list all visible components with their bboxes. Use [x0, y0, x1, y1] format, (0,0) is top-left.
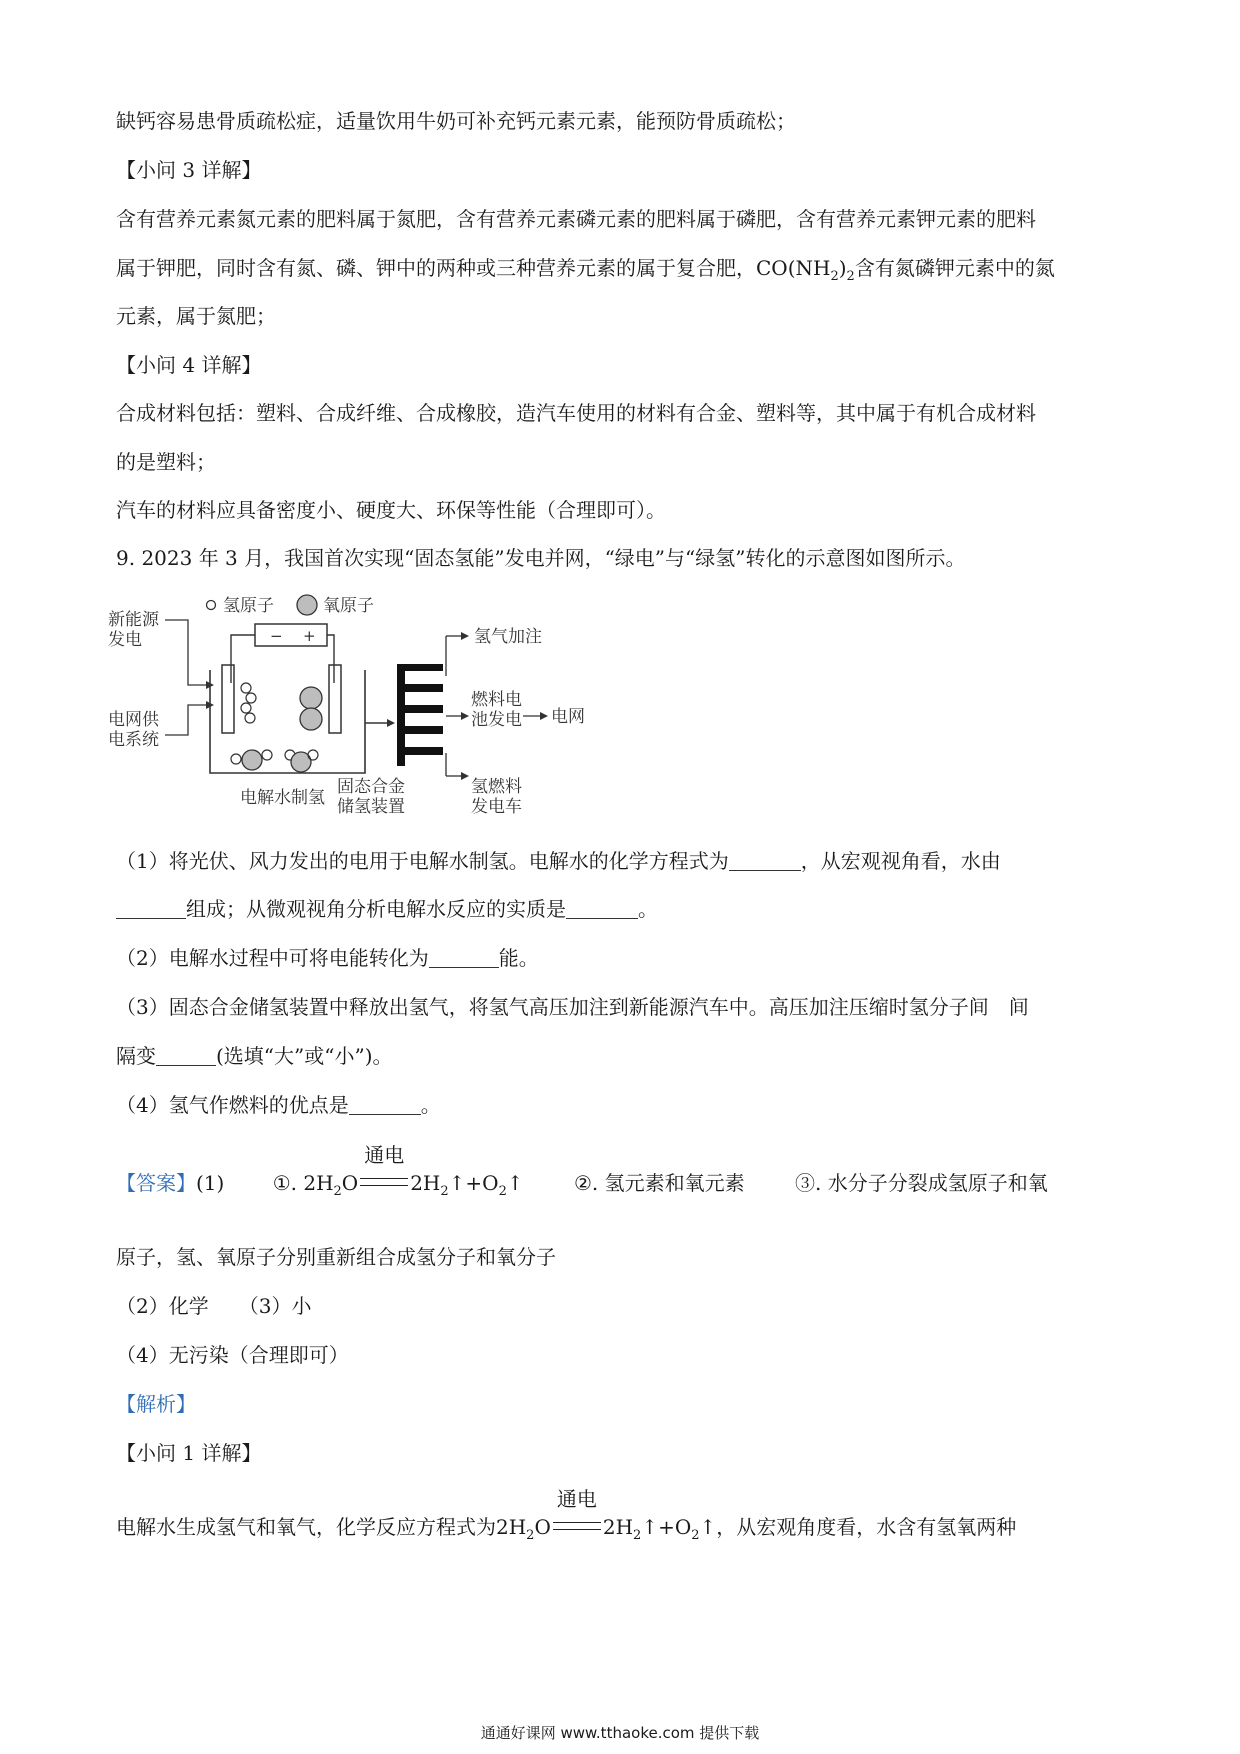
storage-device: [337, 664, 443, 817]
output-refueling: 氢气加注: [474, 627, 542, 647]
anode: [329, 665, 341, 733]
footer-credit: 通通好课网 www.tthaoke.com 提供下载: [480, 1724, 760, 1742]
answer-blank: [116, 898, 186, 919]
paragraph-fertilizer-1: 含有营养元素氮元素的肥料属于氮肥，含有营养元素磷元素的肥料属于磷肥，含有营养元素钾元素的肥料: [116, 207, 1036, 231]
question-9-stem: 9. 2023 年 3 月，我国首次实现“固态氢能”发电并网，“绿电”与“绿氢”转化的示意图如图所示。: [116, 546, 966, 570]
analysis-paragraph: 电解水生成氢气和氧气，化学反应方程式为$2H_2O$ 通电 $2H_2↑+O_2↑$，从宏观角度看，水含有氢氧两种: [116, 1487, 1017, 1543]
paragraph-materials-1: 合成材料包括：塑料、合成纤维、合成橡胶，造汽车使用的材料有合金、塑料等，其中属于有机合成材料: [116, 401, 1036, 425]
output-fuel-cell-1: 燃料电: [471, 690, 522, 710]
legend-hydrogen: 氢原子: [223, 596, 274, 616]
input-new-energy-2: 发电: [108, 630, 142, 650]
question-9-part-3b: 隔变 (选填“大”或“小”)。: [116, 1044, 393, 1068]
question-9-part-4: （4）氢气作燃料的优点是 。: [116, 1093, 441, 1117]
answer-blank: [156, 1045, 216, 1066]
question-9-part-1a: （1）将光伏、风力发出的电用于电解水制氢。电解水的化学方程式为 ，从宏观视角看，水由: [116, 849, 1001, 873]
output-grid: 电网: [551, 707, 585, 727]
paragraph-fertilizer-2: 属于钾肥，同时含有氮、磷、钾中的两种或三种营养元素的属于复合肥，$CO(NH_2)_2$含有氮磷钾元素中的氮: [116, 256, 1055, 284]
answer-blank: [729, 850, 801, 871]
cathode: [222, 665, 234, 733]
cell-label: 电解水制氢: [240, 788, 325, 808]
outputs: [446, 627, 585, 817]
legend-oxygen: 氧原子: [323, 596, 374, 616]
input-grid-1: 电网供: [108, 710, 159, 730]
storage-block: [397, 664, 443, 766]
battery: [231, 624, 334, 683]
hydrogen-diagram: [105, 588, 605, 828]
question-9-part-1b: 组成；从微观视角分析电解水反应的实质是 。: [116, 896, 658, 922]
answer-part-4: （4）无污染（合理即可）: [116, 1343, 349, 1367]
paragraph-materials-2: 的是塑料；: [116, 450, 216, 474]
battery-plus: +: [303, 627, 316, 645]
paragraph-materials-3: 汽车的材料应具备密度小、硬度大、环保等性能（合理即可）。: [116, 498, 666, 522]
subquestion-1-heading: 【小问 1 详解】: [116, 1441, 262, 1465]
hydrogen-atom-legend-icon: [207, 601, 216, 610]
legend: [207, 595, 375, 616]
analysis-label: 【解析】: [116, 1392, 196, 1416]
battery-minus: −: [270, 627, 283, 645]
output-vehicle-2: 发电车: [471, 797, 522, 817]
storage-label-2: 储氢装置: [337, 797, 405, 817]
paragraph-fertilizer-3: 元素，属于氮肥；: [116, 304, 276, 328]
answer-continuation: 原子，氢、氧原子分别重新组合成氢分子和氧分子: [116, 1245, 556, 1269]
input-new-energy-1: 新能源: [108, 610, 159, 630]
answer-blank: [566, 898, 638, 919]
question-9-part-3a: （3）固态合金储氢装置中释放出氢气，将氢气高压加注到新能源汽车中。高压加注压缩时氢分子间 间: [116, 995, 1029, 1019]
paragraph-calcium: 缺钙容易患骨质疏松症，适量饮用牛奶可补充钙元素元素，能预防骨质疏松；: [116, 109, 796, 133]
answer-choice-3: ③. 水分子分裂成氢原子和氧: [795, 1171, 1048, 1195]
output-vehicle-1: 氢燃料: [471, 777, 522, 797]
answer-blank: [429, 947, 499, 968]
oxygen-atom-legend-icon: [297, 595, 317, 615]
answer-blank: [349, 1094, 421, 1115]
answer-choice-2: ②. 氢元素和氧元素: [573, 1171, 745, 1195]
subquestion-4-heading: 【小问 4 详解】: [116, 353, 262, 377]
input-grid-2: 电系统: [108, 730, 159, 750]
answer-parts-2-3: （2）化学 （3）小: [116, 1294, 312, 1318]
subquestion-3-heading: 【小问 3 详解】: [116, 158, 262, 182]
answer-label: 【答案】: [116, 1171, 196, 1195]
storage-label-1: 固态合金: [337, 777, 405, 797]
equation: ①. $2H_2O$ 通电 $2H_2↑+O_2↑$: [272, 1143, 524, 1199]
question-9-part-2: （2）电解水过程中可将电能转化为 能。: [116, 946, 539, 970]
output-fuel-cell-2: 池发电: [471, 710, 522, 730]
power-inputs: [108, 610, 214, 750]
answer-line: 【答案】(1) ①. $2H_2O$ 通电 $2H_2↑+O_2↑$ ②. 氢元素和氧元素 ③. 水分子分裂成氢原子和氧: [116, 1143, 1048, 1199]
